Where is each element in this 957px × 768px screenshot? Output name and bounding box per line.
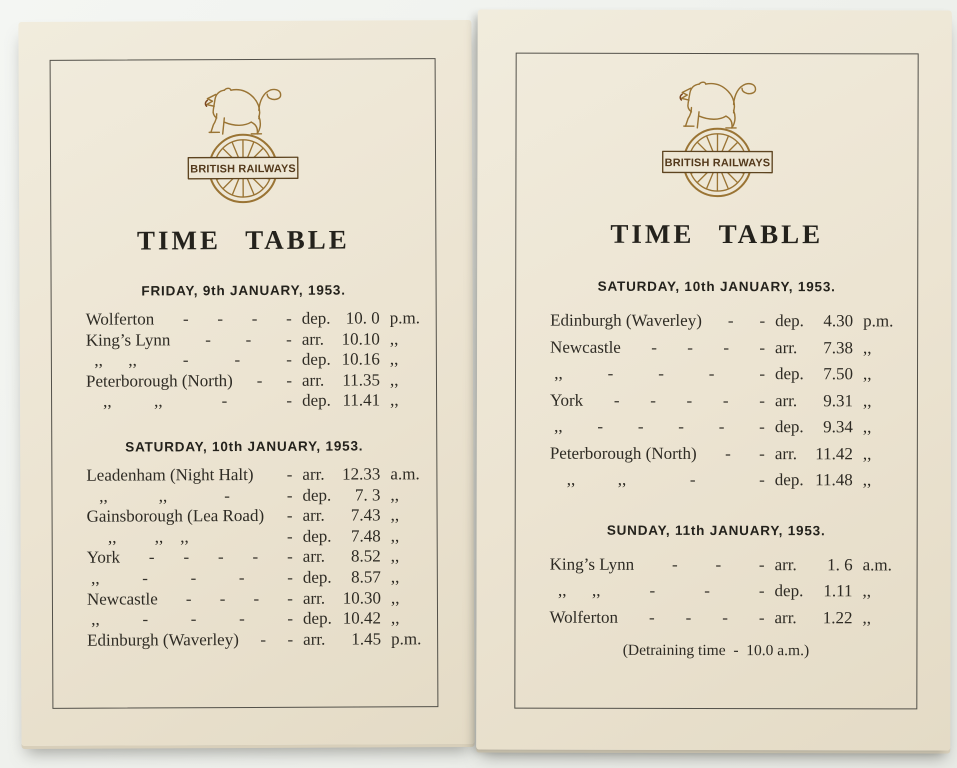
period-label: ,, [390,505,400,525]
period-label: ,, [389,328,399,348]
dash: - [689,469,696,489]
section-heading: FRIDAY, 9th JANUARY, 1953. [141,282,346,299]
station-name: ,, [549,363,563,383]
dash: - [650,390,656,410]
banner-text: BRITISH RAILWAYS [190,162,296,176]
time-value: 1. 6 [827,554,853,574]
station-name: Newcastle [550,337,621,357]
dash: - [287,567,293,587]
period-label: ,, [390,526,400,546]
station-name: ,, [86,568,100,588]
station-name: ,, ,, [85,350,137,370]
timetable-section [516,279,917,494]
time-value: 10. 0 [345,308,380,328]
dash: - [725,443,731,463]
section-heading: SATURDAY, 10th JANUARY, 1953. [597,278,836,295]
time-value: 7.43 [350,505,381,525]
time-value: 8.52 [350,546,381,566]
arr-dep-label: dep. [774,581,804,601]
station-cell [550,440,765,467]
time-value: 4.30 [823,311,854,331]
timetable-row [86,391,414,413]
station-name: ,, [86,609,100,629]
station-name: Wolferton [549,607,619,627]
period-label: a.m. [862,554,892,574]
time-value: 1.45 [351,629,382,649]
period-label: ,, [389,370,399,390]
station-cell [86,391,292,412]
dash: - [671,554,678,574]
dash: - [718,417,725,437]
timetable-row [86,349,414,371]
station-name: York [86,547,121,568]
arr-dep-label: arr. [774,554,797,574]
arr-dep-label: dep. [774,364,804,384]
arr-dep-label: dep. [302,608,332,628]
arr-dep-label: dep. [774,470,804,490]
dash: - [287,588,293,608]
dash: - [286,526,293,546]
period-label: a.m. [390,464,420,484]
dash: - [182,309,189,329]
period-label: ,, [390,546,400,566]
dash: - [224,485,230,505]
timetable-row [86,329,414,351]
timetable-row [86,370,414,392]
station-cell [87,547,293,568]
dash: - [759,390,765,410]
timetable-row [550,440,895,467]
dash: - [759,417,765,437]
station-cell [86,350,292,371]
timetable-row [550,387,895,414]
dash: - [722,607,728,627]
period-label: ,, [862,470,872,490]
time-value: 7.48 [350,526,381,546]
dash: - [649,580,656,600]
timetable-row [87,547,415,569]
dash: - [758,581,765,601]
arr-dep-label: arr. [301,329,325,349]
card-frame [514,53,918,710]
timetable-row [87,567,415,589]
station-cell [550,578,765,605]
arr-dep-label: arr. [302,464,325,484]
section-rows [85,308,420,412]
arr-dep-label: arr. [774,390,798,410]
dash: - [759,364,766,384]
station-cell [550,551,765,578]
dash: - [142,609,149,629]
emblem-holder [658,74,776,202]
dash: - [758,607,765,627]
timetable-section [52,438,437,651]
sections-holder [515,279,917,661]
time-value: 7.38 [823,337,854,357]
station-name: ,, ,, [549,580,601,600]
dash: - [678,416,684,436]
dash: - [651,337,657,357]
time-value: 9.34 [823,417,853,437]
station-cell [87,568,293,589]
station-cell [550,361,765,388]
dash: - [256,370,263,390]
dash: - [287,608,294,628]
time-value: 8.57 [351,567,381,587]
time-value: 11.48 [815,470,853,490]
period-label: ,, [862,581,872,601]
dash: - [286,329,292,349]
arr-dep-label: dep. [302,526,332,546]
dash: - [286,391,293,411]
station-name: Newcastle [86,588,158,609]
station-cell [87,588,293,609]
time-value: 11.41 [342,390,381,410]
period-label: ,, [390,567,400,587]
section-rows [86,464,422,651]
station-cell [86,329,292,350]
dash: - [286,349,292,370]
dash: - [182,350,189,370]
arr-dep-label: dep. [302,485,332,505]
station-name: ,, ,, [86,391,163,412]
period-label: ,, [389,349,399,369]
period-label: ,, [862,364,872,384]
period-label: ,, [862,390,872,410]
arr-dep-label: arr. [775,337,798,357]
dash: - [759,443,765,463]
dash: - [190,609,197,629]
dash: - [286,464,293,484]
time-value: 7. 3 [354,484,381,505]
time-value: 9.31 [823,390,853,410]
timetable-row [550,334,895,361]
station-name: Edinburgh (Waverley) [550,310,702,330]
section-rows [550,308,895,494]
station-name: ,, [549,416,563,436]
station-cell [87,609,293,630]
arr-dep-label: arr. [303,629,326,649]
dash: - [658,363,664,383]
dash: - [723,337,730,357]
station-cell [86,371,292,392]
dash: - [759,470,765,490]
time-value: 11.35 [342,370,381,390]
dash: - [613,390,620,410]
timetable-row [86,464,420,486]
dash: - [727,311,734,331]
dash: - [253,588,260,608]
dash: - [286,370,293,390]
dash: - [759,337,766,357]
dash: - [686,390,693,410]
arr-dep-label: dep. [302,391,331,411]
period-label: ,, [390,608,400,628]
timetable-row [550,467,895,494]
dash: - [286,308,292,328]
section-heading: SUNDAY, 11th JANUARY, 1953. [606,522,826,538]
card-title: TIME TABLE [610,218,824,250]
emblem-holder [184,80,303,209]
period-label: ,, [862,417,872,437]
dash: - [287,547,293,567]
arr-dep-label: dep. [774,417,804,437]
dash: - [607,363,614,383]
period-label: ,, [390,587,400,607]
dash: - [234,350,241,370]
timetable-row [549,604,894,631]
dash: - [704,580,710,600]
timetable-row [87,588,415,610]
timetable-row [87,526,415,548]
station-name: Leadenham (Night Halt) [86,464,254,485]
dash: - [238,567,245,587]
dash: - [217,309,224,329]
section-rows [549,551,894,631]
station-cell [549,604,764,631]
dash: - [219,588,226,608]
arr-dep-label: arr. [302,505,325,525]
dash: - [251,308,258,328]
station-cell [87,506,293,527]
station-name: ,, ,, [549,469,627,489]
banner-text: BRITISH RAILWAYS [664,157,770,170]
station-name: ,, ,, ,, [86,527,189,547]
period-label: p.m. [391,628,422,649]
dash: - [221,391,228,411]
arr-dep-label: dep. [775,311,804,331]
arr-dep-label: arr. [301,370,325,390]
station-cell [550,308,765,335]
period-label: ,, [862,607,872,627]
dash: - [252,547,259,567]
time-value: 11.42 [815,443,853,463]
station-cell [86,309,292,330]
dash: - [597,416,604,436]
station-name: Wolferton [85,309,155,329]
station-name: Peterborough (North) [549,443,697,463]
period-label: ,, [390,390,399,410]
station-cell [86,465,292,486]
timetable-card-left [18,20,474,746]
arr-dep-label: arr. [302,547,325,567]
dash: - [183,547,190,567]
banner [188,157,298,179]
dash: - [685,607,692,627]
timetable-row [550,578,895,605]
arr-dep-label: arr. [302,588,326,608]
dash: - [759,311,766,331]
dash: - [708,363,715,384]
dash: - [758,554,765,574]
station-cell [550,467,765,494]
time-value: 1.11 [823,581,853,601]
dash: - [205,329,211,349]
dash: - [239,609,245,629]
dash: - [715,554,722,574]
dash: - [148,547,155,567]
card-title: TIME TABLE [136,224,350,256]
period-label: ,, [862,443,872,463]
period-label: ,, [863,337,872,357]
arr-dep-label: arr. [774,443,798,463]
dash: - [287,629,294,649]
timetable-row [85,308,420,330]
period-label: ,, [390,484,400,504]
lion-icon [205,88,280,134]
dash: - [245,329,252,349]
dash: - [637,416,644,436]
period-label: p.m. [389,308,420,328]
station-name: York [549,390,584,410]
time-value: 10.10 [341,329,380,349]
time-value: 10.30 [342,587,381,608]
station-name: Peterborough (North) [85,370,233,391]
arr-dep-label: arr. [774,607,797,627]
british-railways-emblem [658,74,776,202]
british-railways-emblem [184,80,303,209]
time-value: 12.33 [342,464,381,484]
timetable-row [550,414,895,441]
station-cell [87,630,293,651]
station-name: King’s Lynn [85,329,171,350]
dash: - [722,390,729,410]
time-value: 1.22 [822,607,853,627]
station-name: ,, ,, [86,485,168,506]
dash: - [142,568,148,588]
station-cell [87,527,293,548]
arr-dep-label: dep. [301,349,331,369]
banner [662,151,772,172]
dash: - [687,337,693,357]
timetable-row [550,308,895,335]
arr-dep-label: dep. [301,308,331,328]
dash: - [260,629,267,649]
time-value: 7.50 [823,364,854,384]
station-cell [86,485,292,506]
card-frame [50,58,439,709]
dash: - [286,485,293,505]
station-cell [550,414,765,441]
time-value: 10.16 [341,349,380,369]
arr-dep-label: dep. [302,567,332,587]
station-name: King’s Lynn [549,554,635,574]
timetable-row [86,485,414,507]
dash: - [185,588,192,608]
dash: - [217,547,224,567]
timetable-row [87,608,415,630]
detraining-note: (Detraining time - 10.0 a.m.) [622,641,810,660]
timetable-row [550,361,895,388]
period-label: p.m. [863,311,894,331]
station-cell [550,387,765,414]
section-heading: SATURDAY, 10th JANUARY, 1953. [125,438,364,455]
dash: - [190,568,197,588]
timetable-section [52,282,437,413]
dash: - [648,607,655,627]
timetable-row [87,505,415,527]
time-value: 10.42 [342,608,382,628]
station-name: Edinburgh (Waverley) [87,629,239,650]
station-cell [550,334,765,361]
lion-icon [680,82,755,128]
timetable-card-right [476,10,952,751]
station-name: Gainsborough (Lea Road) [86,506,265,526]
timetable-row [550,551,895,578]
timetable-row [87,628,422,651]
timetable-section [515,522,916,660]
sections-holder [52,282,438,651]
dash: - [286,505,293,525]
